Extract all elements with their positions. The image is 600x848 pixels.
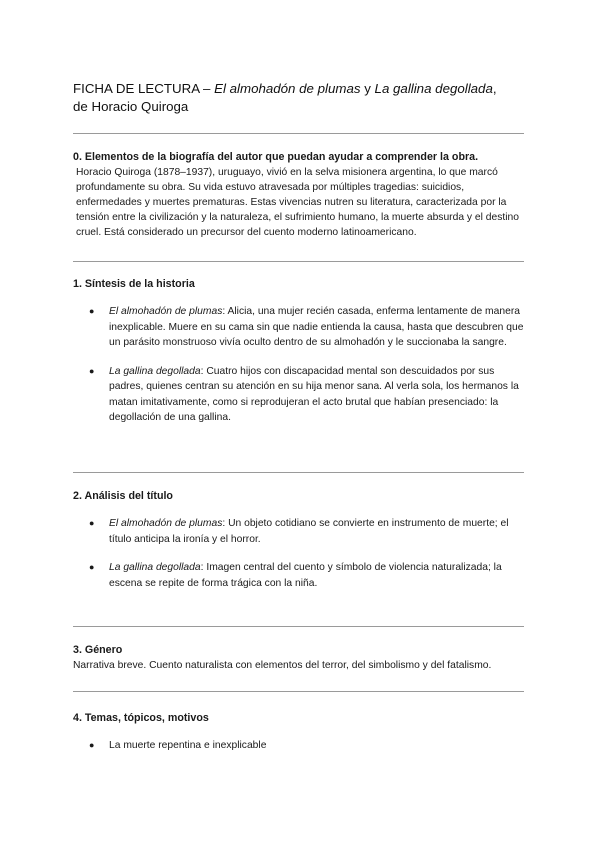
item-text: La muerte repentina e inexplicable bbox=[109, 740, 267, 751]
list-item bbox=[73, 516, 525, 547]
list-item bbox=[73, 738, 525, 754]
section-body: Narrativa breve. Cuento naturalista con elementos del terror, del simbolismo y del fatalismo. bbox=[73, 660, 492, 671]
bullet-icon: ● bbox=[89, 365, 95, 376]
title-suffix: , bbox=[492, 81, 497, 96]
item-text: : Imagen central del cuento y símbolo de violencia naturalizada; la escena se repite de forma trágica con la niña. bbox=[109, 562, 502, 589]
title-prefix: FICHA DE LECTURA – bbox=[73, 81, 215, 96]
divider bbox=[73, 261, 524, 262]
section-heading: 2. Análisis del título bbox=[73, 490, 173, 502]
item-title: La gallina degollada bbox=[109, 365, 201, 377]
divider bbox=[73, 626, 524, 627]
title-conjunction: y bbox=[360, 81, 375, 96]
bullet-list bbox=[73, 738, 525, 754]
title-author: de Horacio Quiroga bbox=[73, 99, 189, 114]
section-genre bbox=[73, 643, 525, 673]
section-heading: 4. Temas, tópicos, motivos bbox=[73, 712, 209, 724]
section-heading: 0. Elementos de la biografía del autor que puedan ayudar a comprender la obra. bbox=[73, 151, 479, 163]
bullet-icon: ● bbox=[89, 518, 95, 528]
document-header bbox=[73, 80, 525, 116]
section-biography bbox=[73, 150, 525, 240]
divider bbox=[73, 691, 524, 692]
section-title-analysis bbox=[73, 489, 525, 591]
list-item bbox=[73, 364, 525, 426]
item-text: : Alicia, una mujer recién casada, enferma lentamente de manera inexplicable. Muere en su cama sin que nadie entienda la causa, hasta que descubren que un parásito monstruoso vivía oculto dentro de su almohadón y le succionaba la sangre. bbox=[109, 306, 524, 348]
item-title: El almohadón de plumas bbox=[109, 306, 223, 317]
list-item bbox=[73, 304, 525, 351]
divider bbox=[73, 472, 524, 473]
bullet-icon: ● bbox=[89, 306, 95, 316]
page-title bbox=[73, 80, 525, 116]
section-body: Horacio Quiroga (1878–1937), uruguayo, vivió en la selva misionera argentina, lo que marcó profundamente su obra. Su vida estuvo atravesada por múltiples tragedias: suicidios, enfermedades y muertes prematuras. Estas vivencias nutren su literatura, caracterizada por la tensión entre la civilización y la naturaleza, el sufrimiento humano, la muerte absurda y el destino cruel. Está considerado un precursor del cuento moderno latinoamericano. bbox=[76, 167, 520, 238]
bullet-list bbox=[73, 304, 525, 426]
section-synthesis bbox=[73, 277, 525, 426]
section-themes bbox=[73, 711, 525, 754]
section-heading: 1. Síntesis de la historia bbox=[73, 278, 195, 290]
title-work-1: El almohadón de plumas bbox=[214, 81, 361, 96]
item-title: El almohadón de plumas bbox=[109, 518, 223, 529]
divider bbox=[73, 133, 524, 134]
bullet-list bbox=[73, 516, 525, 591]
item-text: : Cuatro hijos con discapacidad mental son descuidados por sus padres, quienes centran su atención en su hija menor sana. Al verla sola, los hermanos la matan imitativamente, como si reprodujeran el acto brutal que habían presenciado: la degollación de una gallina. bbox=[109, 365, 519, 423]
bullet-icon: ● bbox=[89, 562, 95, 572]
title-work-2: La gallina degollada bbox=[374, 81, 493, 96]
item-text: : Un objeto cotidiano se convierte en instrumento de muerte; el título anticipa la ironía y el horror. bbox=[109, 518, 509, 545]
item-title: La gallina degollada bbox=[109, 562, 201, 573]
bullet-icon: ● bbox=[89, 740, 95, 750]
section-heading: 3. Género bbox=[73, 644, 123, 656]
list-item bbox=[73, 560, 525, 591]
